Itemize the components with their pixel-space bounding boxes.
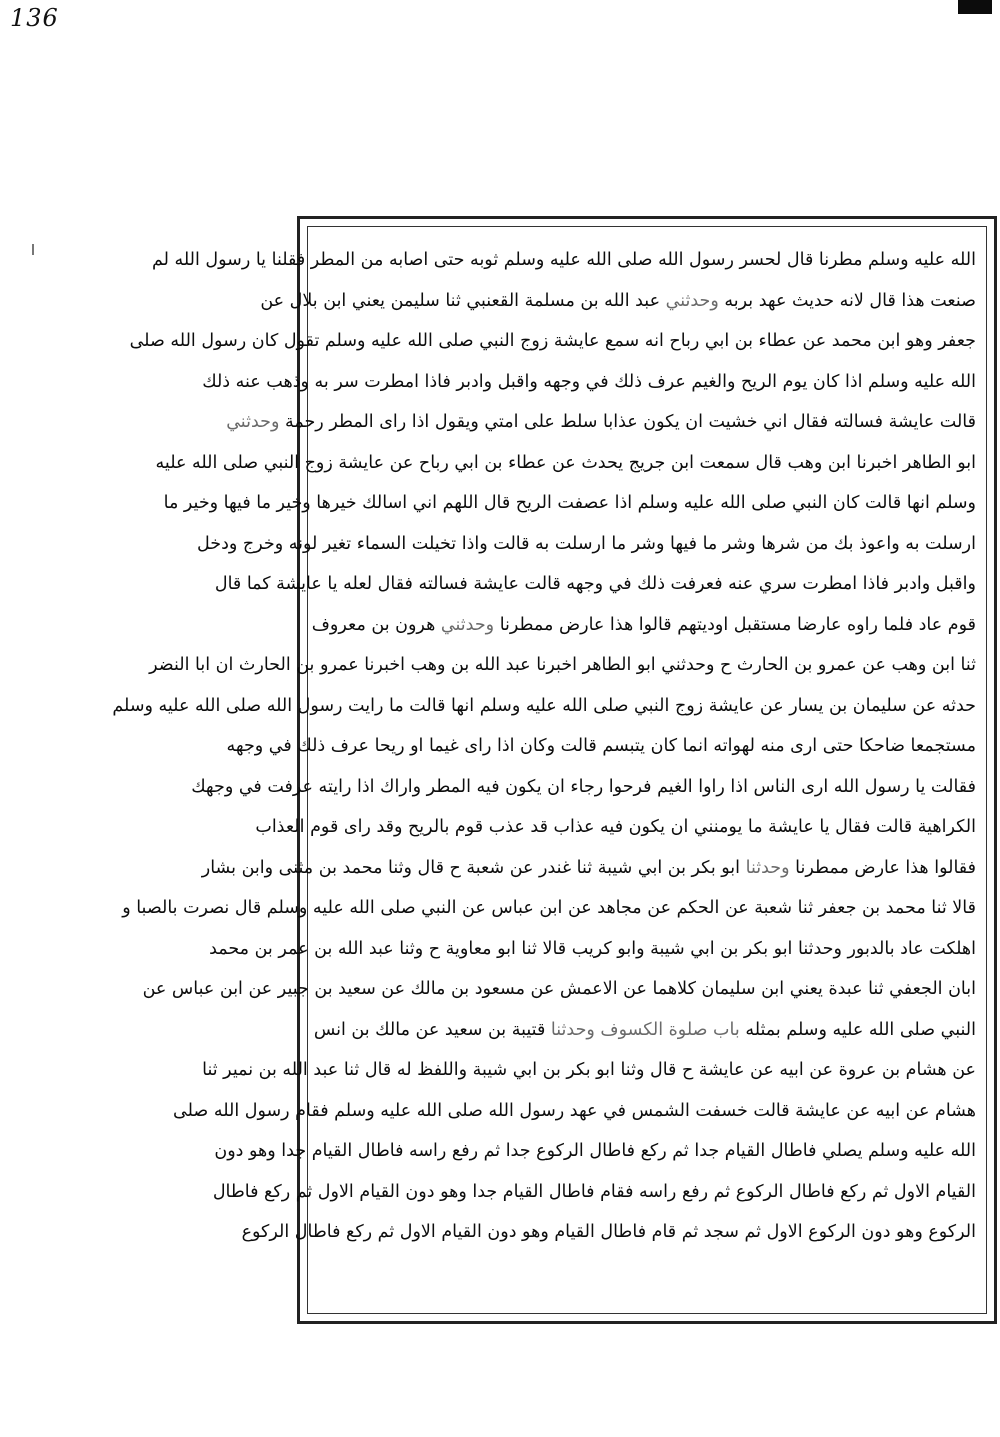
rubric-word: باب صلوة الكسوف وحدثنا — [550, 1019, 740, 1040]
manuscript-line: النبي صلى الله عليه وسلم بمثله باب صلوة الكسوف وحدثنا قتيبة بن سعيد عن مالك بن انس — [313, 1019, 976, 1040]
manuscript-line: عن هشام بن عروة عن ابيه عن عايشة ح قال وثنا ابو بكر بن ابي شيبة واللفظ له قال ثنا عبد الله بن نمير ثنا — [202, 1060, 976, 1080]
corner-ink-mark — [958, 0, 992, 14]
rubric-word: وحدثني — [440, 614, 495, 635]
manuscript-line: هشام عن ابيه عن عايشة قالت خسفت الشمس في عهد رسول الله صلى الله عليه وسلم فقام رسول الله صلى — [173, 1100, 976, 1121]
manuscript-line: جعفر وهو ابن محمد عن عطاء بن ابي رباح انه سمع عايشة زوج النبي صلى الله عليه وسلم تقول كان رسول الله صلى — [129, 331, 976, 351]
manuscript-line: الله عليه وسلم مطرنا قال لحسر رسول الله صلى الله عليه وسلم ثوبه حتى اصابه من المطر فقلنا يا رسول الله لم — [151, 250, 976, 270]
manuscript-line: الله عليه وسلم يصلي فاطال القيام جدا ثم ركع فاطال الركوع جدا ثم رفع راسه فاطال القيام جدا وهو دون — [214, 1141, 976, 1161]
manuscript-line: فقالوا هذا عارض ممطرنا وحدثنا ابو بكر بن ابي شيبة ثنا غندر عن شعبة ح قال وثنا محمد بن مثنى وابن بشار — [201, 857, 976, 878]
gutter-mark — [32, 244, 34, 255]
manuscript-line: اهلكت عاد بالدبور وحدثنا ابو بكر بن ابي شيبة وابو كريب قالا ثنا ابو معاوية ح وثنا عبد الله بن عمر بن محمد — [209, 938, 976, 959]
manuscript-line: واقبل وادبر فاذا امطرت سري عنه فعرفت ذلك في وجهه قالت عايشة فسالته فقال لعله يا عايشة كما قال — [214, 574, 976, 594]
manuscript-line: ثنا ابن وهب عن عمرو بن الحارث ح وحدثني ابو الطاهر اخبرنا عبد الله بن وهب اخبرنا عمرو بن الحارث ان ابا النضر — [149, 655, 976, 675]
manuscript-line: صنعت هذا قال لانه حديث عهد بربه وحدثني عبد الله بن مسلمة القعنبي ثنا سليمن يعني ابن بلال عن — [260, 290, 976, 311]
manuscript-line: القيام الاول ثم ركع فاطال الركوع ثم رفع راسه فقام فاطال القيام جدا وهو دون القيام الاول ثم ركع فاطال — [212, 1181, 976, 1202]
manuscript-line: الركوع وهو دون الركوع الاول ثم سجد ثم قام فاطال القيام وهو دون القيام الاول ثم ركع فاطال الركوع — [241, 1222, 976, 1242]
folio-number: 136 — [10, 4, 59, 32]
manuscript-line: ارسلت به واعوذ بك من شرها وشر ما فيها وشر ما ارسلت به قالت واذا تخيلت السماء تغير لونه وخرج ودخل — [197, 533, 976, 554]
manuscript-line: قالت عايشة فسالته فقال اني خشيت ان يكون عذابا سلط على امتي ويقول اذا راى المطر رحمة وحدثني — [226, 412, 976, 432]
manuscript-line: قوم عاد فلما راوه عارضا مستقبل اوديتهم قالوا هذا عارض ممطرنا وحدثني هرون بن معروف — [311, 614, 976, 635]
manuscript-line: فقالت يا رسول الله ارى الناس اذا راوا الغيم فرحوا رجاء ان يكون فيه المطر واراك اذا رايته عرفت في وجهك — [191, 776, 976, 797]
manuscript-line: ابو الطاهر اخبرنا ابن وهب قال سمعت ابن جريج يحدث عن عطاء بن ابي رباح عن عايشة زوج النبي صلى الله عليه — [155, 452, 976, 473]
manuscript-line: ابان الجعفي ثنا عبدة يعني ابن سليمان كلاهما عن الاعمش عن مسعود بن مالك عن سعيد بن جبير عن ابن عباس عن — [142, 979, 976, 999]
manuscript-line: الكراهية قالت فقال يا عايشة ما يومنني ان يكون فيه عذاب قد عذب قوم بالريح وقد راى قوم العذاب — [255, 817, 976, 837]
rubric-word: وحدثنا — [745, 857, 790, 878]
manuscript-line: حدثه عن سليمان بن يسار عن عايشة زوج النبي صلى الله عليه وسلم انها قالت ما رايت رسول الله صلى الله عليه وسلم — [112, 695, 976, 716]
manuscript-line: الله عليه وسلم اذا كان يوم الريح والغيم عرف ذلك في وجهه واقبل وادبر فاذا امطرت سر به وذهب عنه ذلك — [202, 371, 976, 392]
manuscript-line: وسلم انها قالت كان النبي صلى الله عليه وسلم اذا عصفت الريح قال اللهم اني اسالك خيرها وخير ما فيها وخير ما — [163, 493, 976, 513]
manuscript-text-block — [112, 240, 976, 1306]
rubric-word: وحدثني — [665, 290, 719, 311]
rubric-word: وحدثني — [226, 412, 280, 432]
manuscript-line: مستجمعا ضاحكا حتى ارى منه لهواته انما كان يتبسم قالت وكان اذا راى غيما او ريحا عرف ذلك في وجهه — [226, 736, 976, 756]
manuscript-line: قالا ثنا محمد بن جعفر ثنا شعبة عن الحكم عن مجاهد عن ابن عباس عن النبي صلى الله عليه وسلم قال نصرت بالصبا و — [122, 898, 976, 918]
